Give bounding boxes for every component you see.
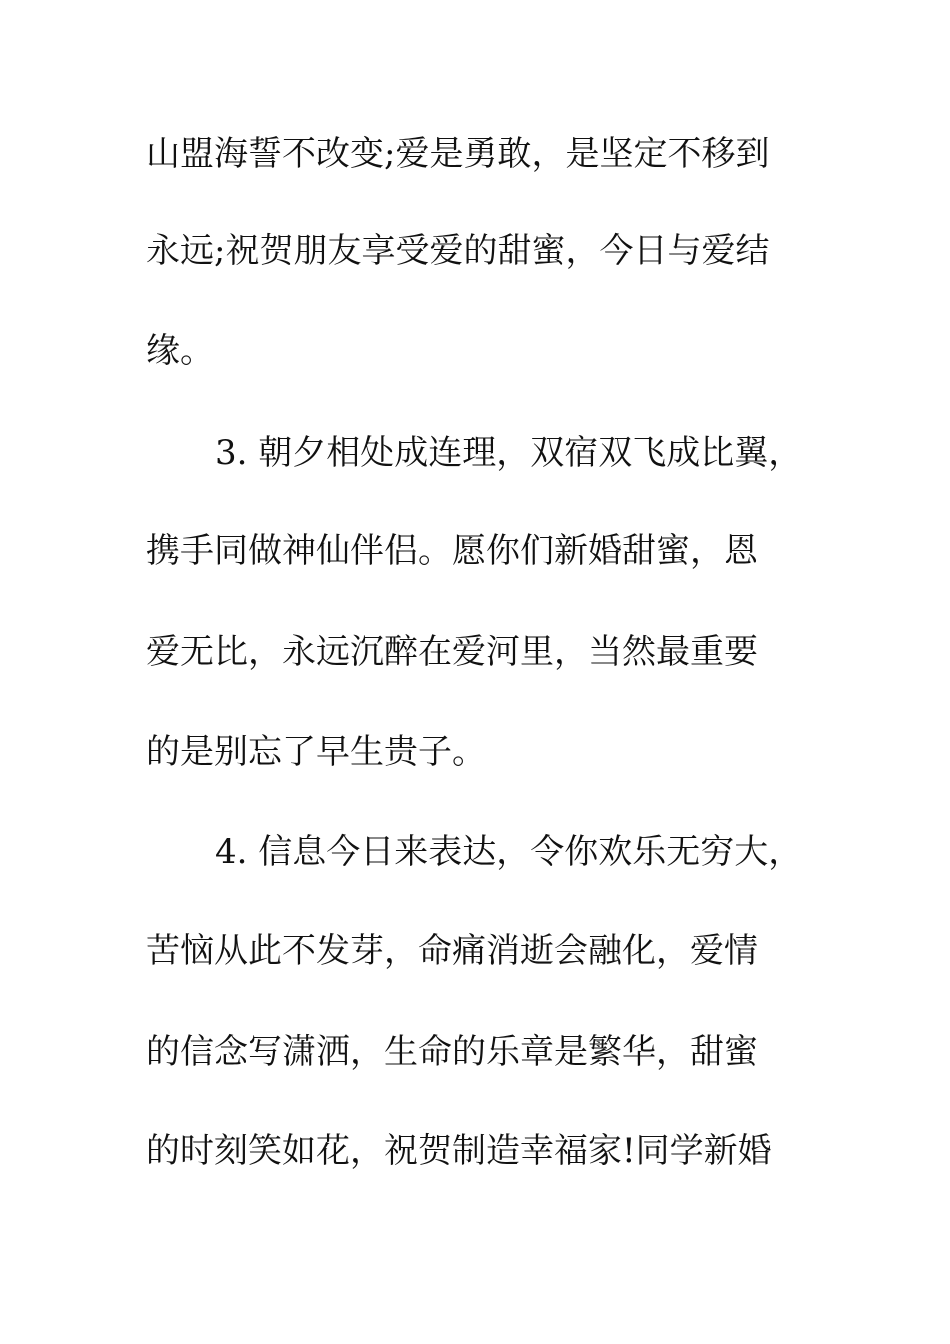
text-line: 的信念写潇洒，生命的乐章是繁华，甜蜜 [146,1032,758,1072]
text-line: 缘。 [146,331,214,371]
text-line: 的时刻笑如花，祝贺制造幸福家!同学新婚 [146,1131,772,1171]
text-line: 爱无比，永远沉醉在爱河里，当然最重要 [146,632,758,672]
text-line: 的是别忘了早生贵子。 [146,732,486,772]
text-line: 苦恼从此不发芽，命痛消逝会融化，爱情 [146,931,758,971]
numbered-item-4: 4. 信息今日来表达，令你欢乐无穷大， [215,832,803,872]
text-line: 山盟海誓不改变;爱是勇敢，是坚定不移到 [146,134,770,174]
numbered-item-3: 3. 朝夕相处成连理，双宿双飞成比翼， [215,433,803,473]
text-line: 携手同做神仙伴侣。愿你们新婚甜蜜，恩 [146,531,758,571]
text-line: 永远;祝贺朋友享受爱的甜蜜，今日与爱结 [146,231,770,271]
